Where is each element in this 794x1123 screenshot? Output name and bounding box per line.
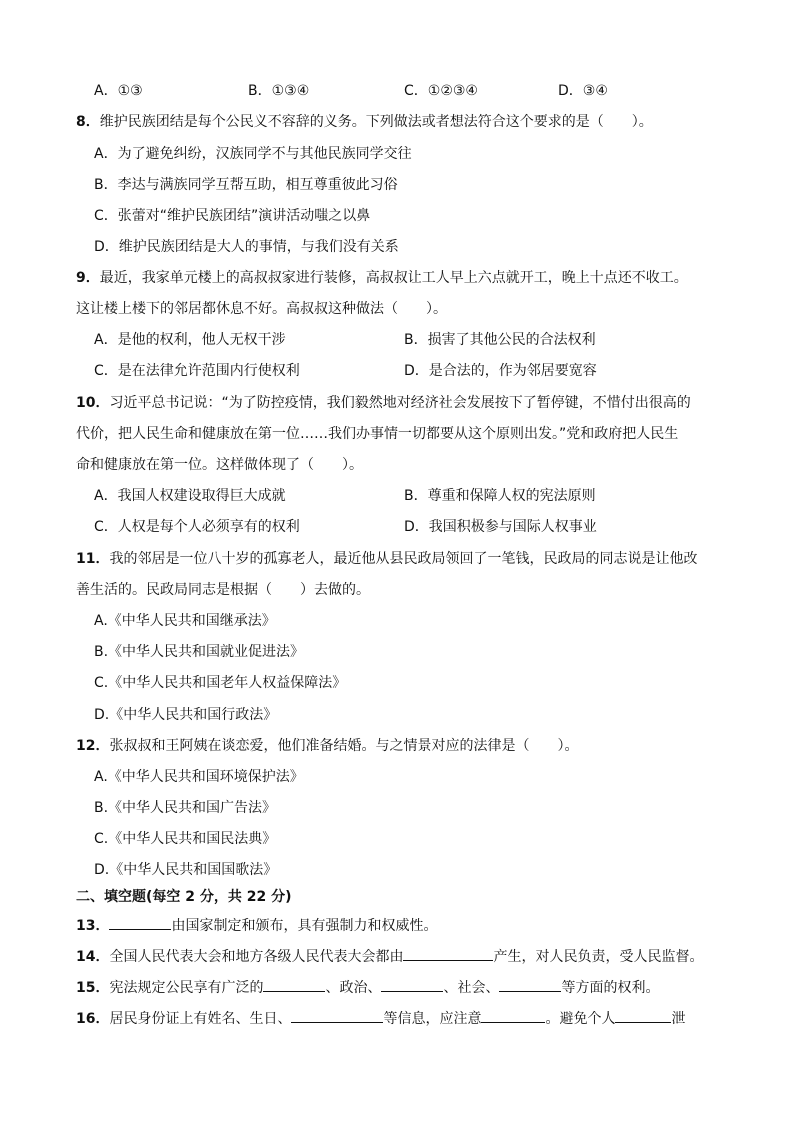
q8-option-b: B．李达与满族同学互帮互助，相互尊重彼此习俗	[94, 177, 398, 193]
q12-option-b: B.《中华人民共和国广告法》	[94, 800, 277, 816]
q10-option-b: B．尊重和保障人权的宪法原则	[404, 488, 596, 504]
q8-option-d: D．维护民族团结是大人的事情，与我们没有关系	[94, 239, 399, 255]
q16-number: 16．	[76, 1011, 110, 1027]
q9-stem-line2: 这让楼上楼下的邻居都休息不好。高叔叔这种做法（ ）。	[76, 301, 447, 317]
q14-text-b: 产生，对人民负责，受人民监督。	[493, 949, 704, 965]
q7-options-row	[0, 82, 794, 100]
q16-text-a: 居民身份证上有姓名、生日、	[109, 1011, 292, 1027]
q15-blank-3[interactable]	[499, 977, 561, 992]
q11-stem-line1	[76, 550, 697, 568]
q12-number: 12．	[76, 738, 110, 754]
q13-text: 由国家制定和颁布，具有强制力和权威性。	[171, 918, 438, 934]
q12-stem	[76, 737, 578, 755]
q10-option-c: C．人权是每个人必须享有的权利	[94, 519, 300, 535]
q8-option-a: A．为了避免纠纷，汉族同学不与其他民族同学交往	[94, 146, 412, 162]
q16-blank-3[interactable]	[615, 1008, 671, 1023]
q8-text: 维护民族团结是每个公民义不容辞的义务。下列做法或者想法符合这个要求的是（ ）。	[99, 114, 653, 130]
q14-stem	[76, 946, 703, 966]
q11-text-1: 我的邻居是一位八十岁的孤寡老人，最近他从县民政局领回了一笔钱，民政局的同志说是让他改	[109, 551, 698, 567]
q9-option-d: D．是合法的，作为邻居要宽容	[404, 363, 597, 379]
q12-text: 张叔叔和王阿姨在谈恋爱，他们准备结婚。与之情景对应的法律是（ ）。	[109, 738, 579, 754]
q13-number: 13．	[76, 918, 110, 934]
q9-option-b: B．损害了其他公民的合法权利	[404, 332, 596, 348]
q10-text-1: 习近平总书记说：“为了防控疫情，我们毅然地对经济社会发展按下了暂停键，不惜付出很高的	[109, 395, 691, 411]
q15-text-c: 、社会、	[443, 980, 500, 996]
q16-text-c: 。避免个人	[545, 1011, 616, 1027]
q8-option-c: C．张蕾对“维护民族团结”演讲活动嗤之以鼻	[94, 208, 371, 224]
q13-stem	[76, 915, 437, 935]
q12-option-a: A.《中华人民共和国环境保护法》	[94, 769, 304, 785]
q11-option-d: D.《中华人民共和国行政法》	[94, 707, 278, 723]
q11-stem-line2: 善生活的。民政局同志是根据（ ）去做的。	[76, 582, 370, 598]
q9-option-a: A．是他的权利，他人无权干涉	[94, 332, 286, 348]
q14-blank-1[interactable]	[403, 946, 493, 961]
q9-stem-line1	[76, 269, 688, 287]
q15-blank-2[interactable]	[381, 977, 443, 992]
q11-option-a: A.《中华人民共和国继承法》	[94, 613, 276, 629]
q10-stem-line1	[76, 394, 691, 412]
q7-option-d: D．③④	[558, 83, 608, 99]
q15-text-a: 宪法规定公民享有广泛的	[109, 980, 264, 996]
q10-number: 10．	[76, 395, 110, 411]
q16-text-b: 等信息，应注意	[383, 1011, 482, 1027]
q10-stem-line3: 命和健康放在第一位。这样做体现了（ ）。	[76, 457, 363, 473]
q15-blank-1[interactable]	[263, 977, 325, 992]
q7-option-c: C．①②③④	[404, 83, 478, 99]
q10-option-d: D．我国积极参与国际人权事业	[404, 519, 597, 535]
q11-option-c: C.《中华人民共和国老年人权益保障法》	[94, 675, 347, 691]
q14-number: 14．	[76, 949, 110, 965]
q16-text-d: 泄	[671, 1011, 686, 1027]
q12-option-c: C.《中华人民共和国民法典》	[94, 831, 277, 847]
q7-option-b: B．①③④	[248, 83, 310, 99]
q12-option-d: D.《中华人民共和国国歌法》	[94, 862, 278, 878]
section-2-title: 二、填空题(每空 2 分，共 22 分)	[76, 889, 292, 905]
q9-option-c: C．是在法律允许范围内行使权利	[94, 363, 300, 379]
q8-stem	[76, 113, 653, 131]
q14-text-a: 全国人民代表大会和地方各级人民代表大会都由	[109, 949, 404, 965]
q9-number: 9．	[76, 270, 100, 286]
q15-stem	[76, 977, 659, 997]
q15-text-d: 等方面的权利。	[561, 980, 660, 996]
q16-blank-1[interactable]	[291, 1008, 383, 1023]
q11-option-b: B.《中华人民共和国就业促进法》	[94, 644, 305, 660]
q15-text-b: 、政治、	[325, 980, 382, 996]
q8-number: 8．	[76, 114, 100, 130]
q11-number: 11．	[76, 551, 110, 567]
q16-stem	[76, 1008, 685, 1028]
q10-stem-line2: 代价，把人民生命和健康放在第一位……我们办事情一切都要从这个原则出发。”党和政府把人民生	[76, 426, 679, 442]
q15-number: 15．	[76, 980, 110, 996]
q16-blank-2[interactable]	[481, 1008, 545, 1023]
q9-text-1: 最近，我家单元楼上的高叔叔家进行装修，高叔叔让工人早上六点就开工，晚上十点还不收工。	[99, 270, 688, 286]
q13-blank-1[interactable]	[109, 915, 171, 930]
q7-option-a: A．①③	[94, 83, 143, 99]
q10-option-a: A．我国人权建设取得巨大成就	[94, 488, 286, 504]
